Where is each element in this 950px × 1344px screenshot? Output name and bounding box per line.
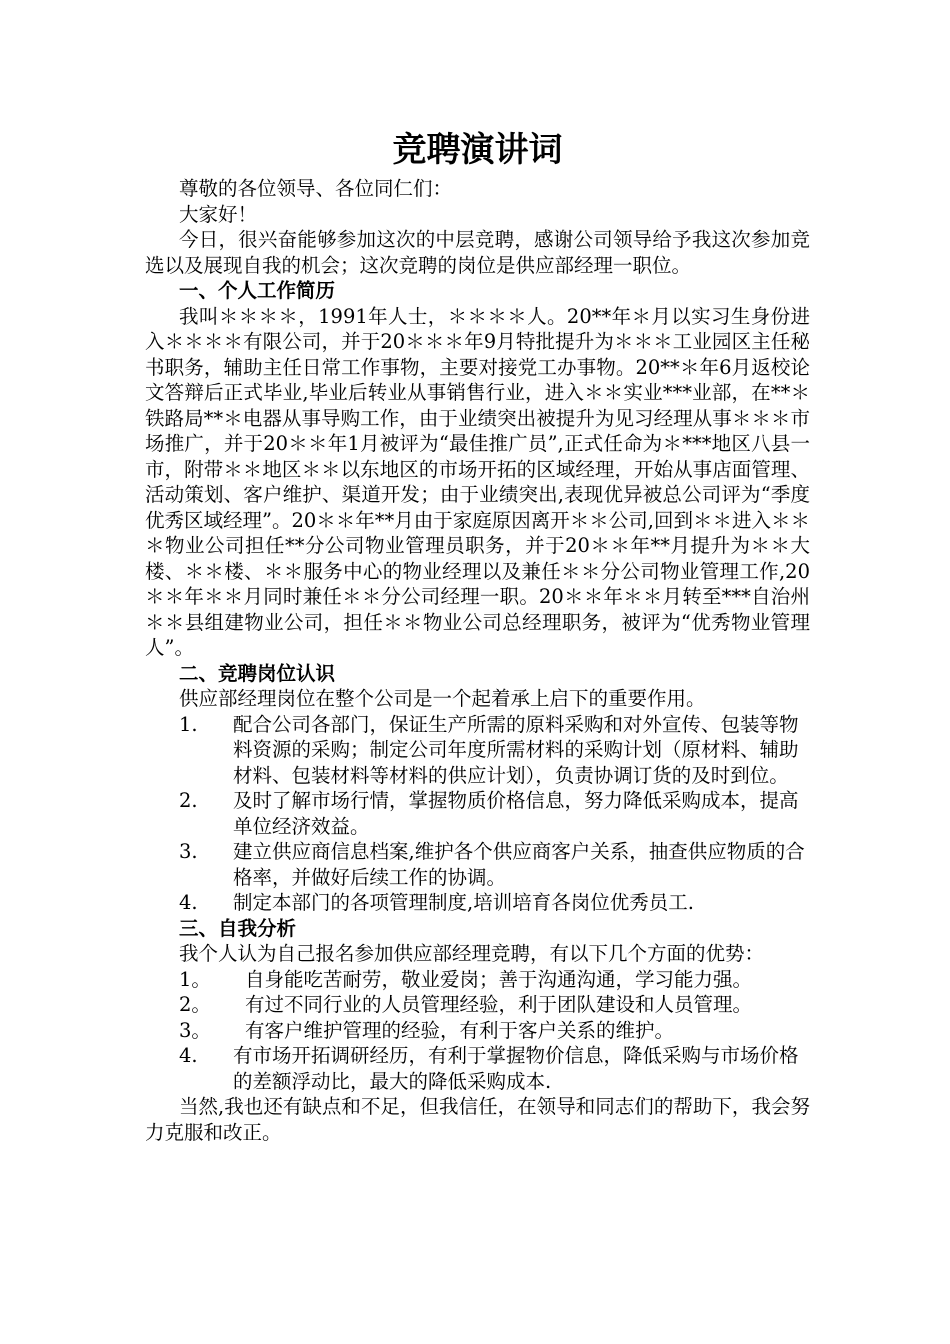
resume-paragraph: 我叫＊＊＊＊，1991年人士，＊＊＊＊人。20**年＊月以实习生身份进入＊＊＊＊有限公司，并于20＊＊＊年9月特批提升为＊＊＊工业园区主任秘书职务，辅助主任日常工作事物，主要对接党工办事物。20**＊年6月返校论文答辩后正式毕业,毕业后转业从事销售行业，进入＊＊实业***业部，在**＊铁路局**＊电器从事导购工作，由于业绩突出被提升为见习经理从事＊＊＊市场推广，并于20＊＊年1月被评为“最佳推广员”,正式任命为＊***地区八县一市，附带＊＊地区＊＊以东地区的市场开拓的区域经理，开始从事店面管理、活动策划、客户维护、渠道开发；由于业绩突出,表现优异被总公司评为“季度优秀区域经理”。20＊＊年**月由于家庭原因离开＊＊公司,回到＊＊进入＊＊＊物业公司担任**分公司物业管理员职务，并于20＊＊年**月提升为＊＊大楼、＊＊楼、＊＊服务中心的物业经理以及兼任＊＊分公司物业管理工作,20＊＊年＊＊月同时兼任＊＊分公司经理一职。20＊＊年＊＊月转至***自治州＊＊县组建物业公司，担任＊＊物业公司总经理职务，被评为“优秀物业管理人”。 xyxy=(145,304,810,659)
list-number: 2。 xyxy=(179,993,211,1016)
list-item xyxy=(179,992,810,1018)
list-text: 有市场开拓调研经历，有利于掌握物价信息，降低采购与市场价格的差额浮动比，最大的降低采购成本. xyxy=(233,1044,799,1093)
list-text: 配合公司各部门，保证生产所需的原料采购和对外宣传、包装等物料资源的采购；制定公司年度所需材料的采购计划（原材料、辅助材料、包装材料等材料的供应计划），负责协调订货的及时到位。 xyxy=(233,712,799,787)
document-page xyxy=(145,128,810,1145)
list-item xyxy=(179,712,810,789)
list-item xyxy=(179,890,810,916)
section-heading-resume: 一、个人工作简历 xyxy=(179,279,336,302)
list-item xyxy=(179,839,810,890)
hello: 大家好！ xyxy=(179,202,258,226)
self-analysis-lead: 我个人认为自己报名参加供应部经理竞聘，有以下几个方面的优势： xyxy=(179,942,765,965)
list-item xyxy=(179,1018,810,1044)
list-item xyxy=(179,967,810,993)
document-title: 竞聘演讲词 xyxy=(392,130,563,170)
list-text: 有过不同行业的人员管理经验，利于团队建设和人员管理。 xyxy=(245,993,753,1016)
list-text: 建立供应商信息档案,维护各个供应商客户关系，抽查供应物质的合格率，并做好后续工作的协调。 xyxy=(233,840,805,889)
list-number: 1. xyxy=(179,712,198,736)
section-heading-position: 二、竞聘岗位认识 xyxy=(179,661,336,685)
list-number: 4. xyxy=(179,891,198,914)
list-number: 1。 xyxy=(179,967,211,991)
list-number: 2. xyxy=(179,789,198,812)
intro-paragraph: 今日，很兴奋能够参加这次的中层竞聘，感谢公司领导给予我这次参加竞选以及展现自我的机会；这次竞聘的岗位是供应部经理一职位。 xyxy=(145,228,810,277)
list-number: 4. xyxy=(179,1044,198,1067)
list-item xyxy=(179,1043,810,1094)
section-heading-self-analysis: 三、自我分析 xyxy=(179,916,297,940)
list-text: 有客户维护管理的经验，有利于客户关系的维护。 xyxy=(245,1018,675,1042)
list-item xyxy=(179,788,810,839)
list-text: 制定本部门的各项管理制度,培训培育各岗位优秀员工. xyxy=(233,891,694,914)
list-number: 3。 xyxy=(179,1018,211,1042)
list-text: 及时了解市场行情，掌握物质价格信息，努力降低采购成本，提高单位经济效益。 xyxy=(233,789,799,838)
list-number: 3. xyxy=(179,840,198,863)
greeting: 尊敬的各位领导、各位同仁们： xyxy=(179,177,453,200)
closing-paragraph: 当然,我也还有缺点和不足，但我信任，在领导和同志们的帮助下，我会努力克服和改正。 xyxy=(145,1095,810,1144)
list-text: 自身能吃苦耐劳，敬业爱岗；善于沟通沟通，学习能力强。 xyxy=(245,967,753,991)
position-lead: 供应部经理岗位在整个公司是一个起着承上启下的重要作用。 xyxy=(179,687,706,710)
